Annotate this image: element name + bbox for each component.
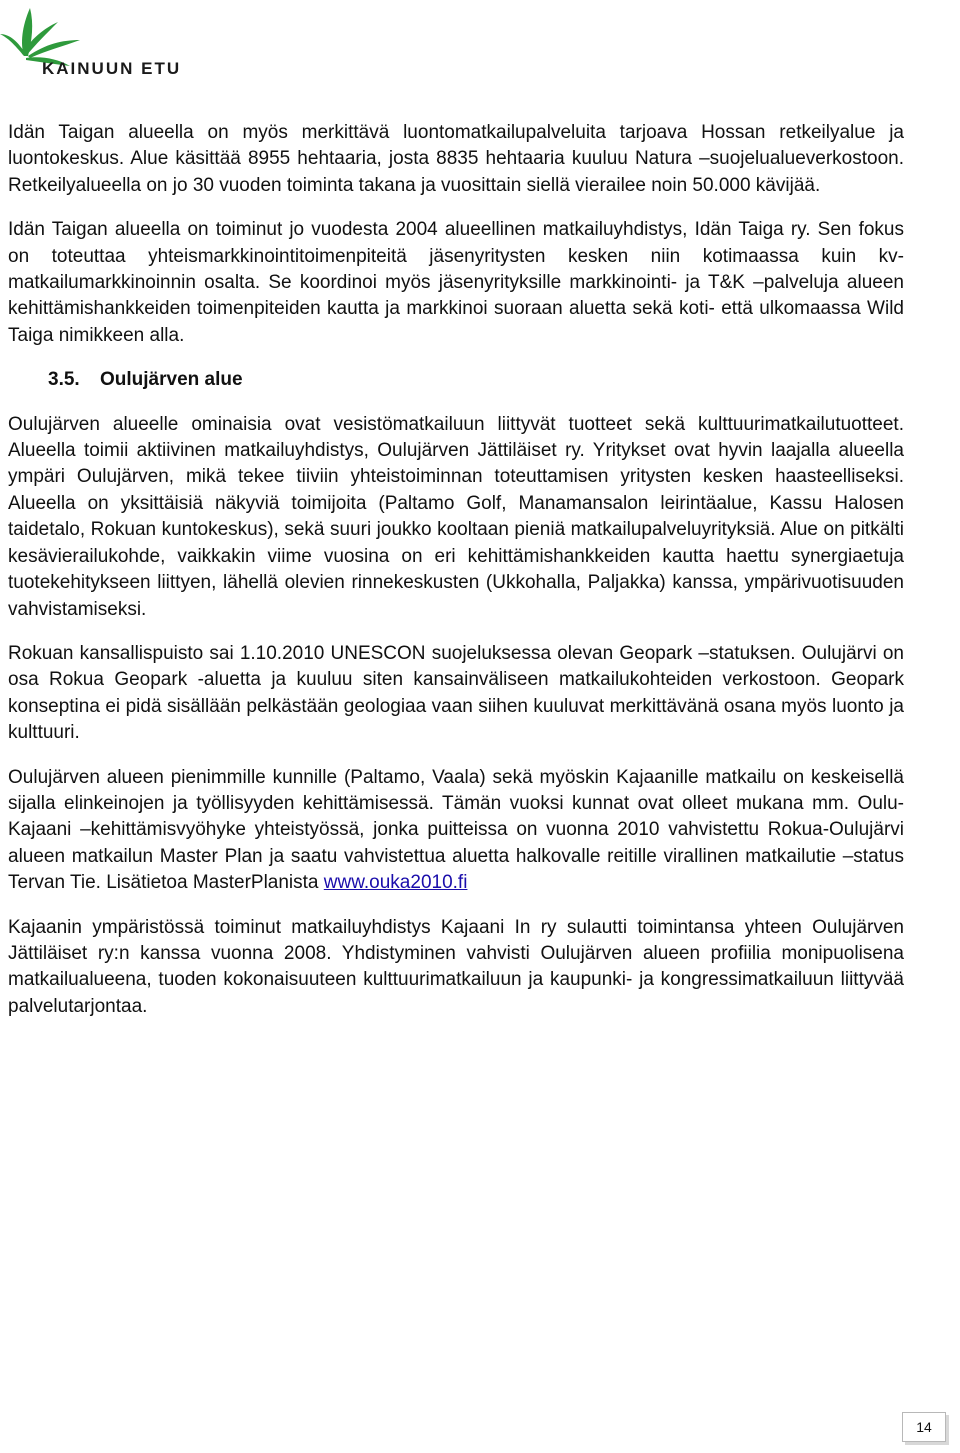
- ouka2010-link[interactable]: www.ouka2010.fi: [323, 872, 468, 894]
- logo: [0, 0, 210, 78]
- paragraph-geopark: Rokuan kansallispuisto sai 1.10.2010 UNESCON suojeluksessa olevan Geopark –statuksen. Oulujärvi on osa Rokua Geopark -aluetta ja kuuluu siten kansainväliseen matkailukohteiden verkostoon. Geopark konseptina ei pidä sisällään pelkästään geologiaa vaan siihen kuuluvat merkittävänä osana myös luonto ja kulttuuri.: [8, 642, 904, 744]
- paragraph-kajaani-in: Kajaanin ympäristössä toiminut matkailuyhdistys Kajaani In ry sulautti toimintansa yhteen Oulujärven Jättiläiset ry:n kanssa vuonna 2008. Yhdistyminen vahvisti Oulujärven alueen profiilia monipuolisena matkailualueena, tuoden kokonaisuuteen kulttuurimatkailuun ja kaupunki- ja kongressimatkailuun liittyvää palvelutarjontaa.: [8, 916, 904, 1017]
- sprout-leaves-icon: [0, 0, 210, 78]
- paragraph-master-plan: [8, 765, 904, 897]
- section-title: Oulujärven alue: [100, 369, 243, 391]
- page-number: 14: [902, 1412, 946, 1442]
- document-body: [8, 120, 904, 1038]
- paragraph-idan-taiga: Idän Taigan alueella on toiminut jo vuodesta 2004 alueellinen matkailuyhdistys, Idän Taiga ry. Sen fokus on toteuttaa yhteismarkkinointitoimenpiteitä jäsenyritysten kesken niin kotimaassa kuin kv-matkailumarkkinoinnin osalta. Se koordinoi myös jäsenyrityksille markkinointi- ja T&K –palveluja alueen kehittämishankkeiden toimenpiteiden kautta ja markkinoi suoraan aluetta sekä koti- että ulkomaassa Wild Taiga nimikkeen alla.: [8, 219, 904, 346]
- section-number: 3.5.: [48, 369, 80, 391]
- section-heading: [8, 367, 904, 393]
- logo-wordmark: KAINUUN ETU: [42, 59, 182, 78]
- paragraph-master-plan-text: Oulujärven alueen pienimmille kunnille (Paltamo, Vaala) sekä myöskin Kajaanille matkailu on keskeisellä sijalla elinkeinojen ja työllisyyden kehittämisessä. Tämän vuoksi kunnat ovat olleet mukana mm. Oulu-Kajaani –kehittämisvyöhyke yhteistyössä, jonka puitteissa on vuonna 2010 vahvistettu Rokua-Oulujärvi alueen matkailun Master Plan ja saatu vahvistettua aluetta halkovalle reitille virallinen matkailutie –status Tervan Tie. Lisätietoa MasterPlanista: [8, 766, 904, 894]
- paragraph-hossa: Idän Taigan alueella on myös merkittävä luontomatkailupalveluita tarjoava Hossan retkeilyalue ja luontokeskus. Alue käsittää 8955 hehtaaria, josta 8835 hehtaaria kuuluu Natura –suojelualueverkostoon. Retkeilyalueella on jo 30 vuoden toiminta takana ja vuosittain siellä vierailee noin 50.000 kävijää.: [8, 122, 904, 196]
- paragraph-oulujarvi: Oulujärven alueelle ominaisia ovat vesistömatkailuun liittyvät tuotteet sekä kulttuurimatkailutuotteet. Alueella toimii aktiivinen matkailuyhdistys, Oulujärven Jättiläiset ry. Yritykset ovat hyvin laajalla alueella ympäri Oulujärven, mikä tekee tiiviin yhteistoiminnan toteuttamisen yritysten kesken haasteelliseksi. Alueella on yksittäisiä näkyviä toimijoita (Paltamo Golf, Manamansalon leirintäalue, Kassu Halosen taidetalo, Rokuan kuntokeskus), sekä suuri joukko kooltaan pieniä matkailupalveluyrityksiä. Alue on pitkälti kesävierailukohde, vaikkakin viime vuosina on eri kehittämishankkeiden kautta haettu synergiaetuja tuotekehitykseen liittyen, lähellä olevien rinnekeskusten (Ukkohalla, Paljakka) kanssa, ympärivuotisuuden vahvistamiseksi.: [8, 413, 904, 620]
